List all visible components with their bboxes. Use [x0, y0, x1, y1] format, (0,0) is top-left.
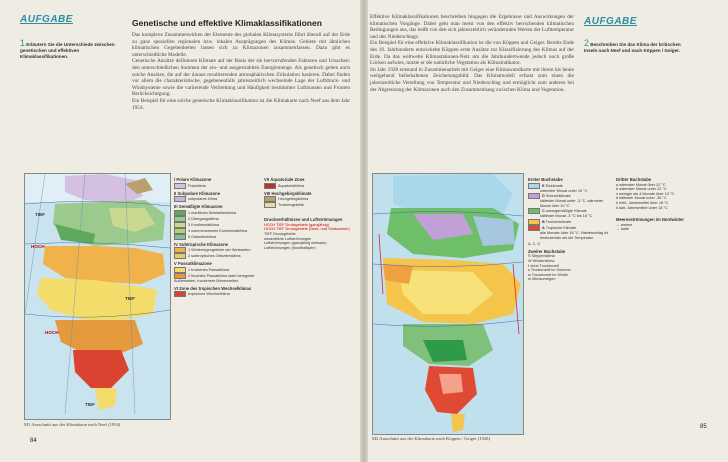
legend-heading: II Subpolare Klimazone	[174, 190, 221, 196]
legend-code: C	[542, 209, 545, 214]
legend-item-label: Schneeklimate	[545, 194, 571, 199]
legend-item: c weniger als 4 Monate über 10 °C	[616, 191, 675, 196]
legend-heading: Meeresströmungen im Nordwinter	[616, 217, 684, 223]
legend-item: TIEF Druckgebiete	[264, 231, 296, 236]
legend-swatch	[264, 183, 276, 189]
legend-acd-label: A, C, D	[528, 242, 541, 247]
map-label: TIEF	[125, 296, 135, 301]
neef-legend-col1	[174, 175, 262, 297]
legend-item-label: Hochgebirgsklima	[278, 197, 309, 202]
legend-swatch	[528, 225, 540, 231]
legend-item-desc: alle Monate über 18 °C, Niederschlag ist bedeutender als die Temperatur	[540, 230, 608, 240]
legend-item-label: 1 trockenes Passatklima	[188, 267, 230, 272]
left-body-text	[132, 32, 350, 111]
legend-swatch	[528, 193, 540, 199]
legend-item: W Wüstenklima	[528, 258, 555, 263]
legend-item: f ohne Trockenzeit	[528, 263, 560, 268]
legend-item: s Trockenzeit im Sommer	[528, 268, 571, 273]
task-text-left: Erläutern Sie die Unterschiede zwischen genetischen und effektiven Klimaklassifikationen.	[20, 42, 115, 59]
left-paragraph: Das komplexe Zusammenwirken der Elemente des globalen Klimasystems führt überall auf der Erde zu ganz speziellen regionalen bzw. lokalen Ausprägungen des Klimas. Gebiete mit ähnlichen klimatischen Gegebenheiten lassen sich zu Klimazonen zusammenfassen. Dazu gibt es unterschiedliche Modelle.	[132, 32, 350, 58]
legend-item-label: 2 subtropisches Ostseitenklima	[188, 254, 241, 259]
legend-code: D	[542, 194, 545, 199]
legend-item-label: Äquatorialklima	[278, 183, 304, 188]
left-paragraph: Ein Beispiel für eine solche genetische Klimaklassifikation ist die Klimakarte nach Neef aus dem Jahr 1954.	[132, 97, 350, 111]
legend-item-label: 2 feuchtes Passatklima stark beregnete Außenseiten, trockenere Binnenseiten	[174, 273, 255, 283]
page-number-right: 85	[700, 424, 707, 430]
right-body-text	[370, 14, 574, 93]
legend-item: Luftströmungen (Nordhalbjahr)	[264, 245, 316, 250]
page-gutter	[360, 0, 368, 462]
legend-item-label: warme	[620, 222, 633, 227]
legend-item	[174, 253, 262, 259]
map-label: TIEF	[85, 402, 95, 407]
legend-item-label: Tropische Klimate	[545, 225, 576, 230]
map-label: HOCH	[45, 330, 59, 335]
legend-item	[174, 196, 262, 202]
legend-item-label: Trockengebiete	[278, 203, 305, 208]
legend-item: wesentliche Luftströmungen	[264, 236, 312, 241]
task-number-right: 2	[584, 38, 590, 48]
legend-item-label: warmgemäßigte Klimate	[545, 209, 587, 214]
legend-item: a wärmster Monat über 22 °C	[616, 182, 666, 187]
legend-item: h heiß, Jahresmittel über 18 °C	[616, 200, 669, 205]
task-text-right: Beschreiben Sie das Klima der britischen Inseln nach Neef und nach Köppen / Geiger.	[584, 42, 681, 53]
legend-swatch	[174, 234, 186, 240]
legend-heading: VIII Hochgebirgsklimate	[264, 190, 312, 196]
legend-item-desc: kältester Monat unter -3 °C, wärmster Monat über 10 °C	[540, 199, 604, 208]
legend-item: HOCH TIEF Druckgebiete (ganzjährig)	[264, 222, 329, 227]
legend-swatch	[528, 208, 540, 214]
legend-item: b wärmster Monat unter 22 °C	[616, 187, 667, 192]
legend-item-label: Polarklima	[188, 183, 206, 188]
legend-item	[174, 183, 262, 189]
task-box-right	[584, 40, 688, 54]
legend-item	[616, 227, 698, 232]
right-paragraph: Ein Beispiel für eine effektive Klimaklassifikation ist die von Köppen und Geiger. Bereits Ende des 19. Jahrhunderts entwickelte Köppen erste Ansätze zur Klassifizierung des Klimas auf der Erde. Da das weltweite Klimastationen-Netz um die Jahrhundertwende jedoch noch große Lücken aufwies, nutzte er die natürliche Vegetation als Klimaindikator.	[370, 40, 574, 67]
legend-item: S Steppenklima	[528, 254, 555, 259]
legend-item-label: 1 maritimes Westseitenklima	[188, 210, 237, 215]
page-number-left: 84	[30, 438, 37, 444]
koeppen-legend-col2	[616, 175, 698, 232]
page-title: Genetische und effektive Klimaklassifikationen	[132, 18, 322, 28]
legend-item-label: 5 Ostseitenklima	[188, 234, 217, 239]
legend-item-label: kalte	[620, 227, 629, 232]
legend-item-label: tropisches Wechselklima	[188, 292, 230, 297]
legend-code: B	[542, 219, 545, 224]
koeppen-legend-col1	[528, 175, 612, 282]
legend-swatch	[264, 202, 276, 208]
koeppen-map-svg	[373, 174, 523, 434]
legend-heading: Zweiter Buchstabe	[528, 248, 566, 254]
legend-item: d kältester Monat unter -38 °C	[616, 196, 667, 201]
legend-swatch	[174, 183, 186, 189]
legend-item-label: Eisklimate	[545, 183, 563, 188]
legend-item-label: subpolares Klima	[188, 197, 218, 202]
caption-m1: M1 Ausschnitt aus der Klimakarte nach Neef (1954)	[24, 422, 121, 427]
left-paragraph: Genetische Ansätze definieren Klimate auf der Basis der sie hervorrufenden Faktoren und Ursachen: den unterschiedlichen Summen der ein- und ausgestrahlten Energiemenge. Als genetisch gelten auch solche Ansätze, die auf der daraus resultierenden atmosphärischen Zirkulation basieren. Dabei finden vor allem die charakteristische, gegebenenfalls jahreszeitlich wechselnde Lage der Luftdruck- und Windsysteme sowie die variierende Verbreitung und Häufigkeit bestimmter Luftmassen und Fronten Berücksichtigung.	[132, 58, 350, 98]
koeppen-climate-map	[372, 173, 524, 435]
legend-item-desc: wärmster Monat unter 10 °C	[540, 188, 588, 193]
legend-heading: V Passatklimazone	[174, 261, 212, 267]
warm-current-arrow: →	[616, 222, 620, 227]
legend-code: E	[542, 183, 545, 188]
right-paragraph: Effektive Klimaklassifikationen beschreiben hingegen die Ergebnisse und Auswirkungen der klimatischen Vorgänge. Dabei geht man meist von den effektiv herrschenden klimatischen Bedingungen aus, das heißt von den sich jahreszeitlich verändernden Werten der Lufttemperatur und des Niederschlags.	[370, 14, 574, 40]
legend-heading: Erster Buchstabe	[528, 177, 563, 182]
neef-climate-map	[24, 173, 171, 420]
neef-map-svg	[25, 174, 170, 419]
legend-code: A	[542, 225, 545, 230]
right-paragraph: Im Jahr 1928 entstand in Zusammenarbeit mit Geiger eine Klimawandkarte mit ihrem bis heute weitgehend beibehaltenen Zeichenungsbild. Das Klimamodell erfasst zum einen die jahreszeitliche Verteilung von Temperatur und Niederschlag und ermöglicht zum anderen bei der Abgrenzung der Klimazonen auch den Zusammenhang zwischen Klima und Vegetation.	[370, 66, 574, 93]
legend-swatch	[174, 291, 186, 297]
legend-heading: III Gemäßigte Klimazone	[174, 204, 223, 210]
legend-item: HOCH TIEF Druckgebiete (Nord- und Südsommer)	[264, 227, 350, 232]
legend-item	[264, 202, 354, 208]
task-label-right: AUFGABE	[584, 16, 637, 27]
legend-item: m Monsunregen	[528, 277, 556, 282]
legend-heading: Dritter Buchstabe	[616, 177, 652, 182]
legend-heading: Druckverhältnisse und Luftströmungen	[264, 217, 343, 223]
legend-item-label: 1 Winterregengebiete der Westseiten	[188, 248, 251, 253]
legend-swatch	[528, 183, 540, 189]
legend-heading: I Polare Klimazone	[174, 177, 212, 182]
legend-item	[174, 273, 262, 284]
legend-item-label: 2 Übergangsklima	[188, 216, 219, 221]
legend-item-label: Trockenklimate	[545, 219, 572, 224]
legend-item	[174, 291, 262, 297]
legend-item	[174, 234, 262, 240]
caption-m2: M2 Ausschnitt aus der Klimakarte nach Köppen / Geiger (1928)	[372, 436, 491, 441]
legend-swatch	[174, 196, 186, 202]
legend-item: k kalt, Jahresmittel unter 18 °C	[616, 205, 668, 210]
legend-heading: IV Subtropische Klimazone	[174, 241, 228, 247]
legend-item: Luftströmungen (ganzjährig wirksam)	[264, 241, 327, 246]
legend-item: w Trockenzeit im Winter	[528, 272, 569, 277]
task-box-left	[20, 40, 122, 60]
legend-item-label: 3 Kontinentalklima	[188, 222, 220, 227]
map-label: HOCH	[31, 244, 45, 249]
legend-heading: VI Zone des tropischen Wechselklimas	[174, 285, 252, 291]
task-number-left: 1	[20, 38, 26, 48]
map-label: TIEF	[35, 212, 45, 217]
legend-item-desc: kältester Monat -3 °C bis 18 °C	[540, 214, 593, 219]
legend-item-label: 4 sommerwarmes Kontinentalklima	[188, 228, 248, 233]
legend-heading: VII Äquatoriale Zone	[264, 177, 305, 182]
neef-legend-col2	[264, 175, 354, 250]
task-label-left: AUFGABE	[20, 14, 73, 25]
cold-current-arrow: →	[616, 227, 620, 232]
legend-swatch	[174, 253, 186, 259]
legend-item	[264, 183, 354, 189]
